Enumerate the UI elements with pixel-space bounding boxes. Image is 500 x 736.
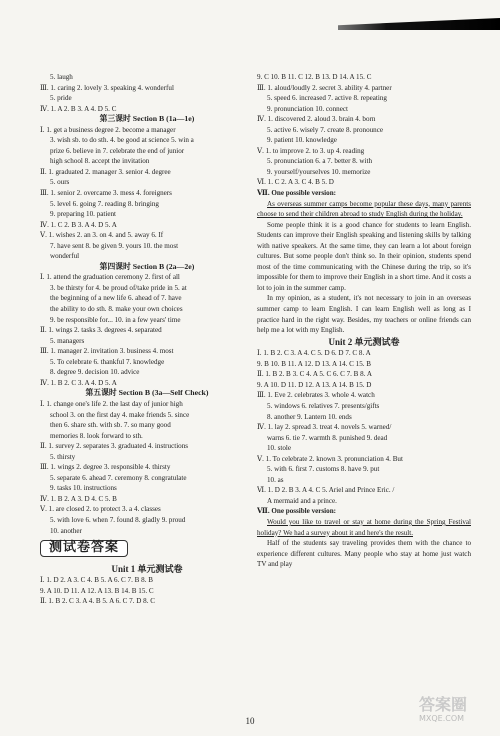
answer-line: 9. A 10. D 11. A 12. A 13. B 14. B 15. C (40, 586, 154, 595)
answer-line: 5. laugh (50, 73, 73, 81)
answer-line: the ability to do sth. 8. make your own choices (50, 305, 183, 314)
watermark-logo: 答案圈 (419, 695, 468, 714)
answer-line: 5. thirsty (50, 452, 76, 461)
answer-line: 9. A 10. D 11. D 12. A 13. A 14. B 15. D (257, 380, 372, 389)
answer-line: 7. have sent 8. be given 9. yours 10. the most (50, 241, 179, 250)
answer-line: Ⅲ. 1. senior 2. overcame 3. mess 4. foreigners (40, 189, 172, 198)
answer-line: 5. managers (50, 336, 85, 345)
answer-line: Ⅰ. 1. attend the graduation ceremony 2. first of all (40, 273, 180, 282)
answer-line: wonderful (50, 252, 80, 261)
answer-line: Would you like to travel or stay at home during the Spring Festival holiday? We had a survey about it and here's the result. (257, 517, 471, 537)
answer-line: Ⅱ. 1. B 2. C 3. A 4. B 5. A 6. C 7. D 8. C (40, 597, 155, 606)
section-heading: 第四课时 Section B (2a—2e) (99, 261, 195, 271)
answer-line: 5. separate 6. ahead 7. ceremony 8. congratulate (50, 473, 187, 482)
answer-line: Ⅲ. 1. caring 2. lovely 3. speaking 4. wonderful (40, 83, 174, 92)
answer-line: 5. pride (50, 94, 72, 103)
answer-line: Ⅶ. One possible version: (257, 507, 337, 516)
section-heading: 第三课时 Section B (1a—1e) (99, 114, 195, 124)
answer-line: Ⅴ. 1. wishes 2. an 3. on 4. and 5. away 6. If (40, 231, 164, 240)
answer-line: Ⅴ. 1. To celebrate 2. known 3. pronunciation 4. But (257, 454, 403, 463)
section-heading: 第五课时 Section B (3a—Self Check) (85, 388, 209, 398)
answer-line: the beginning of a new life 6. ahead of 7. have (50, 294, 182, 303)
right-column (257, 72, 471, 570)
answer-line: Ⅱ. 1. survey 2. separates 3. graduated 4. instructions (40, 442, 189, 451)
answer-line: 5. level 6. going 7. reading 8. bringing (50, 199, 159, 208)
answer-line: 9. yourself/yourselves 10. memorize (267, 167, 371, 176)
answer-line: 9. C 10. B 11. C 12. B 13. D 14. A 15. C (257, 73, 372, 81)
answer-line: 9. tasks 10. instructions (50, 484, 117, 493)
answer-line: 8. degree 9. decision 10. advice (50, 368, 140, 377)
answer-line: Ⅰ. 1. B 2. C 3. A 4. C 5. D 6. D 7. C 8. A (257, 349, 371, 358)
answer-line: prize 6. believe in 7. celebrate the end of junior (50, 146, 185, 155)
answer-line: 10. stole (267, 444, 292, 453)
answer-line: Ⅳ. 1. lay 2. spread 3. treat 4. novels 5. warned/ (257, 423, 392, 432)
answer-line: 8. another 9. Lantern 10. ends (267, 412, 352, 421)
answer-line: Ⅴ. 1. are closed 2. to protect 3. a 4. classes (40, 505, 161, 514)
answer-line: 3. wish sb. to do sth. 4. be good at science 5. win a (50, 136, 194, 145)
answer-line: Ⅵ. 1. D 2. B 3. A 4. C 5. Ariel and Prince Eric. / (257, 486, 395, 495)
answer-line: 5. speed 6. increased 7. active 8. repeating (267, 94, 387, 103)
answer-line: Ⅲ. 1. manager 2. invitation 3. business 4. most (40, 347, 174, 356)
answer-line: high school 8. accept the invitation (50, 157, 150, 166)
answer-line: Ⅳ. 1. discovered 2. aloud 3. brain 4. born (257, 115, 376, 124)
left-column (40, 72, 254, 607)
page-number: 10 (245, 716, 255, 726)
watermark-text: MXQE.COM (419, 714, 465, 723)
answer-line: 5. with love 6. when 7. found 8. gladly 9. proud (50, 515, 186, 524)
answer-line: Ⅰ. 1. change one's life 2. the last day of junior high (40, 399, 183, 408)
answer-line: In my opinion, as a student, it's not necessary to join in an overseas summer camp to learn English. I can learn English well as long as I practice hard in the right way. Besides, my teachers or online friends can help me a lot with my English. (257, 294, 471, 335)
answer-line: warns 6. tie 7. warmth 8. punished 9. dead (267, 433, 388, 442)
answer-line: 10. as (267, 475, 284, 484)
answer-line: 9. B 10. B 11. A 12. D 13. A 14. C 15. B (257, 359, 372, 368)
answer-line: Ⅲ. 1. aloud/loudly 2. secret 3. ability 4. partner (257, 83, 392, 92)
answer-line: Ⅱ. 1. wings 2. tasks 3. degrees 4. separated (40, 326, 162, 335)
top-decorative-bar (338, 18, 500, 30)
answer-line: 5. pronunciation 6. a 7. better 8. with (267, 157, 373, 166)
answer-line: Ⅶ. One possible version: (257, 189, 337, 198)
answer-line: As overseas summer camps become popular these days, many parents choose to send their children abroad to study English during the holiday. (257, 199, 471, 219)
answer-line: memories 8. look forward to sth. (50, 431, 143, 440)
section-heading: Unit 2 单元测试卷 (328, 336, 400, 347)
answer-line: 3. be thirsty for 4. be proud of/take pride in 5. at (50, 283, 187, 292)
answer-line: 9. pronunciation 10. connect (267, 104, 348, 113)
answer-line: Ⅲ. 1. Eve 2. celebrates 3. whole 4. watch (257, 391, 375, 400)
answer-line: then 6. share sth. with sb. 7. so many good (50, 421, 171, 430)
answer-line: A mermaid and a prince. (267, 496, 337, 505)
answer-line: 5. active 6. wisely 7. create 8. pronounce (267, 125, 384, 134)
answer-line: Ⅳ. 1. B 2. C 3. A 4. D 5. A (40, 378, 117, 387)
answer-line: Ⅱ. 1. B 2. B 3. C 4. A 5. C 6. C 7. B 8. A (257, 370, 372, 379)
answer-line: Ⅵ. 1. C 2. A 3. C 4. B 5. D (257, 178, 334, 187)
answer-line: 9. preparing 10. patient (50, 210, 116, 219)
answer-line: Some people think it is a good chance for students to learn English. Students can improve their English speaking and listening skills by talking with native speakers. At the same time, they can learn a lot about foreign cultures. But some people don't think so. In their opinion, students spend most of the time communicating with the Chinese during the trip, so it's impossible for them to improve their English in a short time. And it costs a lot to join in the summer camp. (257, 220, 471, 292)
answer-line: 5. windows 6. relatives 7. presents/gifts (267, 401, 380, 410)
answer-line: 10. another (50, 526, 82, 535)
watermark (419, 696, 493, 732)
answer-line: Ⅴ. 1. to improve 2. to 3. up 4. reading (257, 146, 365, 155)
answer-line: Ⅳ. 1. A 2. B 3. A 4. D 5. C (40, 104, 117, 113)
answer-line: Ⅰ. 1. get a business degree 2. become a manager (40, 125, 176, 134)
answer-line: 5. ours (50, 178, 70, 187)
answer-line: 9. patient 10. knowledge (267, 136, 337, 145)
answer-line: Ⅳ. 1. B 2. A 3. D 4. C 5. B (40, 494, 117, 503)
answer-line: school 3. on the first day 4. make friends 5. since (50, 410, 190, 419)
section-heading: Unit 1 单元测试卷 (111, 563, 183, 574)
test-answers-heading-box: 测试卷答案 (40, 540, 128, 557)
answer-line: Ⅰ. 1. D 2. A 3. C 4. B 5. A 6. C 7. B 8. B (40, 576, 153, 585)
answer-line: Ⅳ. 1. C 2. B 3. A 4. D 5. A (40, 220, 117, 229)
answer-line: Ⅲ. 1. wings 2. degree 3. responsible 4. thirsty (40, 463, 171, 472)
answer-line: 5. with 6. first 7. customs 8. have 9. put (267, 465, 380, 474)
answer-line: Half of the students say traveling provides them with the chance to experience different cultures. Many people who stay at home just watch TV and play (257, 539, 471, 569)
answer-line: 9. be responsible for... 10. in a few years' time (50, 315, 181, 324)
answer-line: Ⅱ. 1. graduated 2. manager 3. senior 4. degree (40, 167, 171, 176)
answer-line: 5. To celebrate 6. thankful 7. knowledge (50, 357, 165, 366)
